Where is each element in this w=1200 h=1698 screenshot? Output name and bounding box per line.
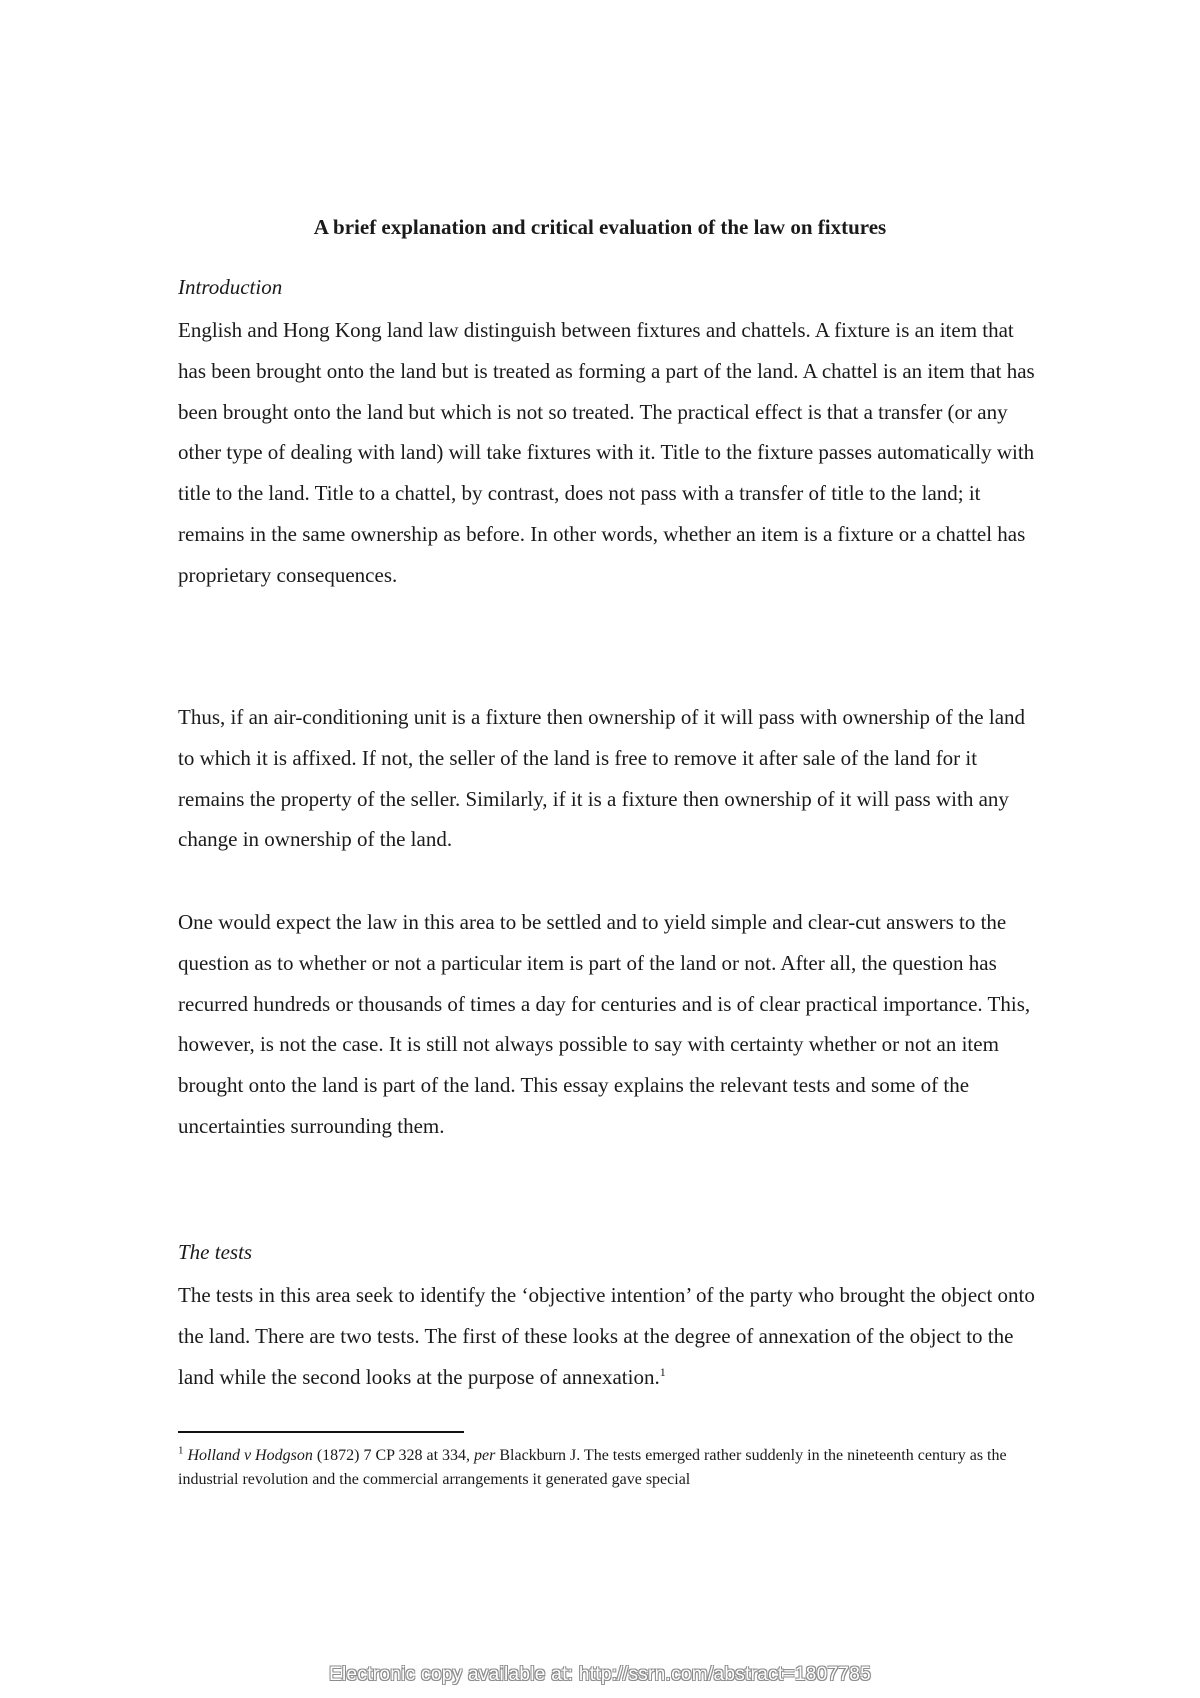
- footnote-per: per: [474, 1447, 496, 1464]
- footnote-number: 1: [178, 1444, 184, 1457]
- paragraph-the-tests-1: [178, 1275, 1038, 1397]
- section-heading-the-tests: The tests: [178, 1240, 253, 1264]
- footnote-1: [178, 1444, 1038, 1492]
- footnote-reference[interactable]: 1: [659, 1364, 666, 1379]
- footnote-case-name: Holland v Hodgson: [187, 1447, 313, 1464]
- section-heading-introduction: Introduction: [178, 275, 283, 299]
- paragraph-introduction-3: One would expect the law in this area to be settled and to yield simple and clear-cut answers to the question as to whether or not a particular item is part of the land or not. After all, the question has recurred hundreds or thousands of times a day for centuries and is of clear practical importance. This, however, is not the case. It is still not always possible to say with certainty whether or not an item brought onto the land is part of the land. This essay explains the relevant tests and some of the uncertainties surrounding them.: [178, 910, 1031, 1138]
- paragraph-the-tests-1-text: The tests in this area seek to identify the ‘objective intention’ of the party who brought the object onto the land. There are two tests. The first of these looks at the degree of annexation of the object to the land while the second looks at the purpose of annexation.: [178, 1283, 1035, 1389]
- paragraph-introduction-2: Thus, if an air-conditioning unit is a fixture then ownership of it will pass with ownership of the land to which it is affixed. If not, the seller of the land is free to remove it after sale of the land for it remains the property of the seller. Similarly, if it is a fixture then ownership of it will pass with any change in ownership of the land.: [178, 705, 1026, 852]
- footnote-citation: (1872) 7 CP 328 at 334,: [312, 1447, 475, 1464]
- document-title: A brief explanation and critical evaluation of the law on fixtures: [313, 215, 887, 239]
- ssrn-watermark: Electronic copy available at: http://ssrn.com/abstract=1807785: [329, 1664, 871, 1685]
- footnote-separator: [178, 1431, 464, 1433]
- paragraph-introduction-1: English and Hong Kong land law distinguish between fixtures and chattels. A fixture is an item that has been brought onto the land but is treated as forming a part of the land. A chattel is an item that has been brought onto the land but which is not so treated. The practical effect is that a transfer (or any other type of dealing with land) will take fixtures with it. Title to the fixture passes automatically with title to the land. Title to a chattel, by contrast, does not pass with a transfer of title to the land; it remains in the same ownership as before. In other words, whether an item is a fixture or a chattel has proprietary consequences.: [178, 318, 1035, 587]
- footnote-text: Blackburn J. The tests emerged rather suddenly in the nineteenth century as the industrial revolution and the commercial arrangements it generated gave special: [178, 1447, 1007, 1488]
